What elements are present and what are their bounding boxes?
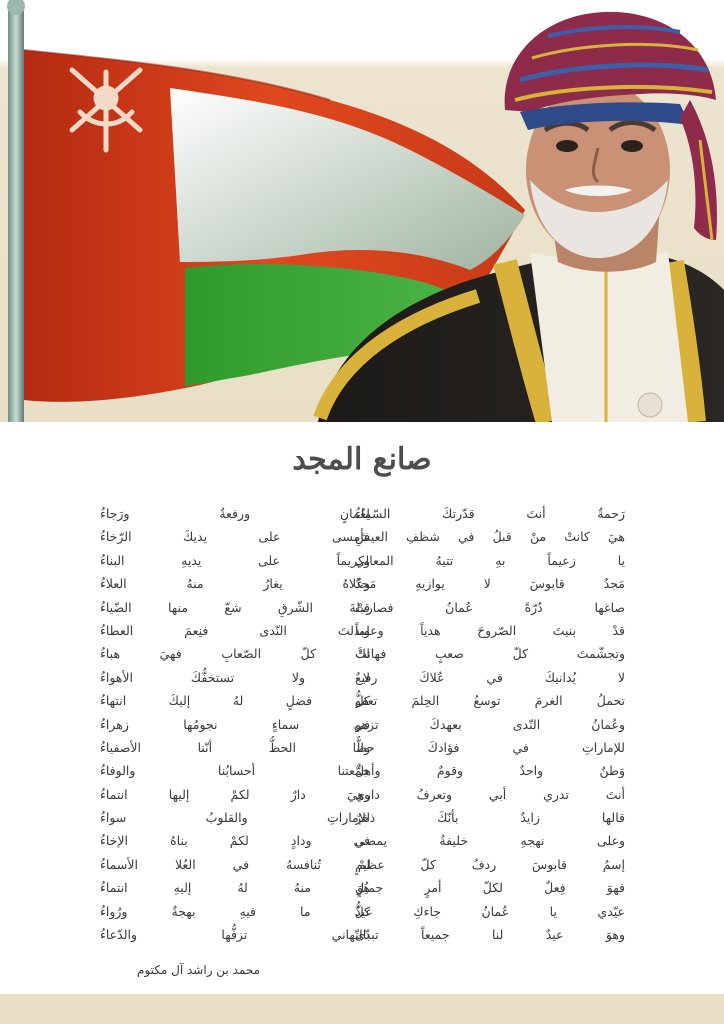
poem-verse: وعُمانُ النّدى بعهدكَ تزهو (355, 716, 625, 732)
poem-verse: هُوَ منهُ لهُ إليهِ انتماءُ (100, 880, 370, 896)
poem-verse: صاغها دُرّةً عُمانُ فصارتْ (355, 599, 625, 615)
poem-verse: هيَ كانتْ منْ قبلُ في شظفِ العيشِ (355, 529, 625, 545)
poem-verse: وهوَ عيدٌ لنا جميعاً تبدّى (355, 927, 625, 943)
poem-verse: وتجشّمتَ كلّ صعبٍ فهانتْ (355, 646, 625, 662)
poem-verse: بالتّهاني تزفُّها والدّعاءُ (100, 927, 370, 943)
poem-verse: للإماراتِ في فؤادكَ حظٌّ (355, 739, 625, 755)
poem-verse: لمْ تُنافسهُ في العُلا الأسماءُ (100, 856, 370, 872)
poem-verse: إسمُ قابوسَ ردفُ كلّ عظيمٍ (355, 856, 625, 872)
poem-verse: وَطنٌ واحدٌ وقومٌ وأهلٌ (355, 763, 625, 779)
poem-verse: عيّدي يا عُمانُ جاءكِ عيدٌ (355, 903, 625, 919)
poem-verse: لا ولا تستخفُّكَ الأهواءُ (100, 669, 370, 685)
poem-title: صانع المجد (292, 442, 432, 477)
poem-verse: وبذلتَ النّدى فنِعمَ العطاءُ (100, 622, 370, 638)
poem-verse: لِعُمانٍ ورفعةٌ ورَجاءُ (100, 506, 370, 521)
poem-right-column (355, 502, 625, 946)
poem-verse: لا يُدانيكَ في عُلاكَ رفيعٌ (355, 669, 625, 685)
poem-verse: وهيَ دارٌ لكمْ إليها انتماءُ (100, 786, 370, 802)
header-banner (0, 0, 724, 422)
poem-verse: مَجدُ قابوسَ لا يوازيهِ مَجدٌ (355, 576, 625, 592)
poem-verse: فهوَ فِعلٌ لكلّ أمرٍ جميلٍ (355, 880, 625, 896)
poem-verse: للإماراتِ والقلوبُ سواءُ (100, 810, 370, 826)
poem-verse: ولنا الحظُّ أنّنا الأصفياءُ (100, 739, 370, 755)
poem-verse: في سماءٍ نجومُها زهراءُ (100, 716, 370, 732)
poet-signature: محمد بن راشد آل مكتوم (137, 963, 260, 977)
poem-verse: أنتَ تدري أبي وتعرفُ داري (355, 786, 625, 802)
poem-verse: جمّعتنا أحسابُنا والوفاءُ (100, 763, 370, 779)
robe-white-dishdasha (530, 252, 688, 422)
poem-verse: تحملُ الغرمَ توسعُ الحِلمَ تعفو (355, 693, 625, 709)
poem-verse: فأمسى على يديكَ الرّخاءُ (100, 529, 370, 545)
poem-verse: قدْ بنيتَ الصّروحَ هدياً وعلماً (355, 622, 625, 638)
poem-verse: وعُلاهُ يغارُ منهُ العلاءُ (100, 576, 370, 592)
poem-verse: يا زعيماً بهِ تتيهُ المعالي (355, 552, 625, 568)
poem-verse: قِبلةَ الشّرقِ شعّ منها الضّياءُ (100, 599, 370, 615)
poem-verse: كلُّ ما فيهِ بهجةٌ ورُواءُ (100, 903, 370, 919)
poem-verse: وعلى نهجهِ خليفةُ يمضي (355, 833, 625, 849)
poem-verse: قالها زايدٌ بأنّكَ ذخرٌ (355, 810, 625, 826)
poem-verse: كلُّ فضلٍ لهُ إليكَ انتهاءُ (100, 693, 370, 709)
bottom-border (0, 994, 724, 1024)
poem-verse: لكَ كلّ الصّعابِ فهيَ هباءُ (100, 646, 370, 662)
poem-left-column (100, 502, 370, 946)
poem-verse: وكريماً على يديهِ البناءُ (100, 552, 370, 568)
flag-pole (8, 4, 24, 422)
poem-verse: في ودادٍ لكمْ بناهُ الإخاءُ (100, 833, 370, 849)
poem-verse: رَحمةٌ أنتَ قدّرتكَ السّماءُ (355, 506, 625, 521)
flag-portrait-illustration (0, 0, 724, 422)
